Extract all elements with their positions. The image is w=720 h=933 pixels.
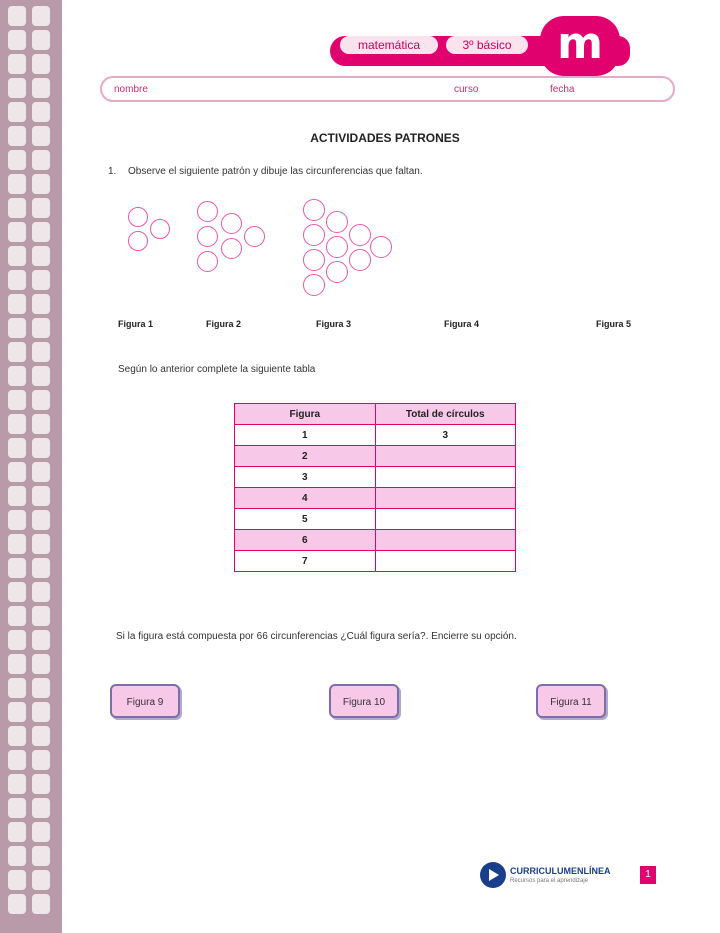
circle [197, 251, 218, 272]
binding-hole [32, 462, 50, 482]
circle [150, 219, 170, 239]
table-header-row [235, 404, 516, 425]
total-cell[interactable] [375, 467, 516, 488]
binding-hole [8, 750, 26, 770]
binding-hole [32, 6, 50, 26]
binding-hole [32, 534, 50, 554]
header-bar [330, 18, 635, 69]
binding-hole [32, 270, 50, 290]
binding-hole [8, 894, 26, 914]
binding-hole [8, 582, 26, 602]
binding-hole [8, 150, 26, 170]
binding-hole [32, 366, 50, 386]
binding-hole [8, 102, 26, 122]
binding-hole [32, 630, 50, 650]
circle [370, 236, 392, 258]
logo-text: CURRICULUMENLÍNEA [510, 866, 611, 876]
binding-hole [8, 534, 26, 554]
binding-hole [8, 318, 26, 338]
option-figura-10[interactable]: Figura 10 [329, 684, 399, 718]
binding-hole [8, 486, 26, 506]
table-row [235, 488, 516, 509]
circle [326, 261, 348, 283]
binding-hole [8, 702, 26, 722]
circle [303, 199, 325, 221]
binding-hole [32, 486, 50, 506]
table-row [235, 530, 516, 551]
binding-hole [32, 150, 50, 170]
circle [244, 226, 265, 247]
table-row [235, 446, 516, 467]
total-cell[interactable] [375, 488, 516, 509]
binding-hole [8, 174, 26, 194]
question-2: Si la figura está compuesta por 66 circunferencias ¿Cuál figura sería?. Encierre su opción. [116, 631, 517, 642]
table-instruction: Según lo anterior complete la siguiente tabla [118, 364, 316, 375]
table-row [235, 425, 516, 446]
binding-hole [32, 774, 50, 794]
binding-hole [32, 438, 50, 458]
binding-hole [32, 654, 50, 674]
binding-hole [8, 558, 26, 578]
binding-hole [32, 318, 50, 338]
binding-hole [8, 342, 26, 362]
binding-hole [32, 174, 50, 194]
pattern-table [234, 403, 516, 572]
binding-hole [8, 846, 26, 866]
binding-hole [8, 78, 26, 98]
binding-hole [8, 6, 26, 26]
circle [128, 231, 148, 251]
binding-hole [32, 390, 50, 410]
binding-hole [32, 726, 50, 746]
circle [349, 224, 371, 246]
binding-hole [32, 78, 50, 98]
name-label: nombre [114, 84, 148, 95]
figure-label: Figura 4 [444, 319, 480, 329]
question-number: 1. [108, 166, 117, 177]
binding-hole [32, 750, 50, 770]
binding-hole [32, 342, 50, 362]
binding-hole [8, 774, 26, 794]
binding-hole [8, 222, 26, 242]
date-label: fecha [550, 84, 575, 95]
binding-hole [8, 246, 26, 266]
total-cell[interactable]: 3 [375, 425, 516, 446]
grade-label: 3º básico [446, 36, 528, 54]
circle [303, 249, 325, 271]
figura-cell: 4 [235, 488, 376, 509]
binding-hole [32, 846, 50, 866]
subject-label: matemática [340, 36, 438, 54]
binding-hole [8, 198, 26, 218]
binding-hole [32, 414, 50, 434]
binding-hole [32, 870, 50, 890]
binding-hole [8, 510, 26, 530]
binding-hole [8, 390, 26, 410]
binding-hole [8, 414, 26, 434]
binding-hole [32, 54, 50, 74]
binding-hole [32, 102, 50, 122]
binding-hole [8, 726, 26, 746]
circle [197, 201, 218, 222]
binding-hole [32, 558, 50, 578]
binding-hole [8, 798, 26, 818]
total-cell[interactable] [375, 551, 516, 572]
binding-hole [32, 246, 50, 266]
course-label: curso [454, 84, 479, 95]
subject-logo: m [540, 16, 620, 76]
circle [326, 211, 348, 233]
binding-hole [8, 654, 26, 674]
page-title: ACTIVIDADES PATRONES [310, 131, 460, 145]
page-number: 1 [640, 866, 656, 884]
figure-label: Figura 5 [596, 319, 632, 329]
circle [303, 274, 325, 296]
figure-label: Figura 1 [118, 319, 154, 329]
binding-hole [32, 798, 50, 818]
binding-hole [32, 678, 50, 698]
binding-hole [8, 366, 26, 386]
binding-hole [8, 438, 26, 458]
binding-hole [8, 870, 26, 890]
figura-cell: 5 [235, 509, 376, 530]
binding-hole [32, 894, 50, 914]
question-1-text: Observe el siguiente patrón y dibuje las circunferencias que faltan. [128, 166, 423, 177]
option-figura-11[interactable]: Figura 11 [536, 684, 606, 718]
circle [128, 207, 148, 227]
play-icon [480, 862, 506, 888]
binding-hole [32, 198, 50, 218]
circle [197, 226, 218, 247]
total-cell[interactable] [375, 509, 516, 530]
table-row [235, 467, 516, 488]
binding-hole [8, 606, 26, 626]
binding-hole [8, 294, 26, 314]
option-figura-9[interactable]: Figura 9 [110, 684, 180, 718]
circle [221, 213, 242, 234]
figura-cell: 1 [235, 425, 376, 446]
question-1 [108, 166, 423, 177]
table-row [235, 509, 516, 530]
logo-subtitle: Recursos para el aprendizaje [510, 878, 589, 884]
name-bar [100, 76, 675, 102]
binding-hole [32, 510, 50, 530]
circle [303, 224, 325, 246]
figura-cell: 3 [235, 467, 376, 488]
column-header: Figura [235, 404, 376, 425]
circle [221, 238, 242, 259]
binding-hole [8, 678, 26, 698]
figura-cell: 2 [235, 446, 376, 467]
figure-label: Figura 2 [206, 319, 242, 329]
circle [349, 249, 371, 271]
figura-cell: 6 [235, 530, 376, 551]
column-header: Total de círculos [375, 404, 516, 425]
binding-hole [8, 462, 26, 482]
binding-hole [8, 822, 26, 842]
binding-hole [32, 30, 50, 50]
figure-label: Figura 3 [316, 319, 352, 329]
table-row [235, 551, 516, 572]
binding-hole [8, 630, 26, 650]
total-cell[interactable] [375, 446, 516, 467]
figura-cell: 7 [235, 551, 376, 572]
binding-hole [32, 222, 50, 242]
total-cell[interactable] [375, 530, 516, 551]
binding-hole [32, 582, 50, 602]
circle [326, 236, 348, 258]
binding-hole [32, 702, 50, 722]
binding-hole [32, 606, 50, 626]
binding-hole [8, 270, 26, 290]
binding-hole [8, 54, 26, 74]
binding-hole [32, 822, 50, 842]
binding-hole [32, 294, 50, 314]
binding-hole [8, 30, 26, 50]
